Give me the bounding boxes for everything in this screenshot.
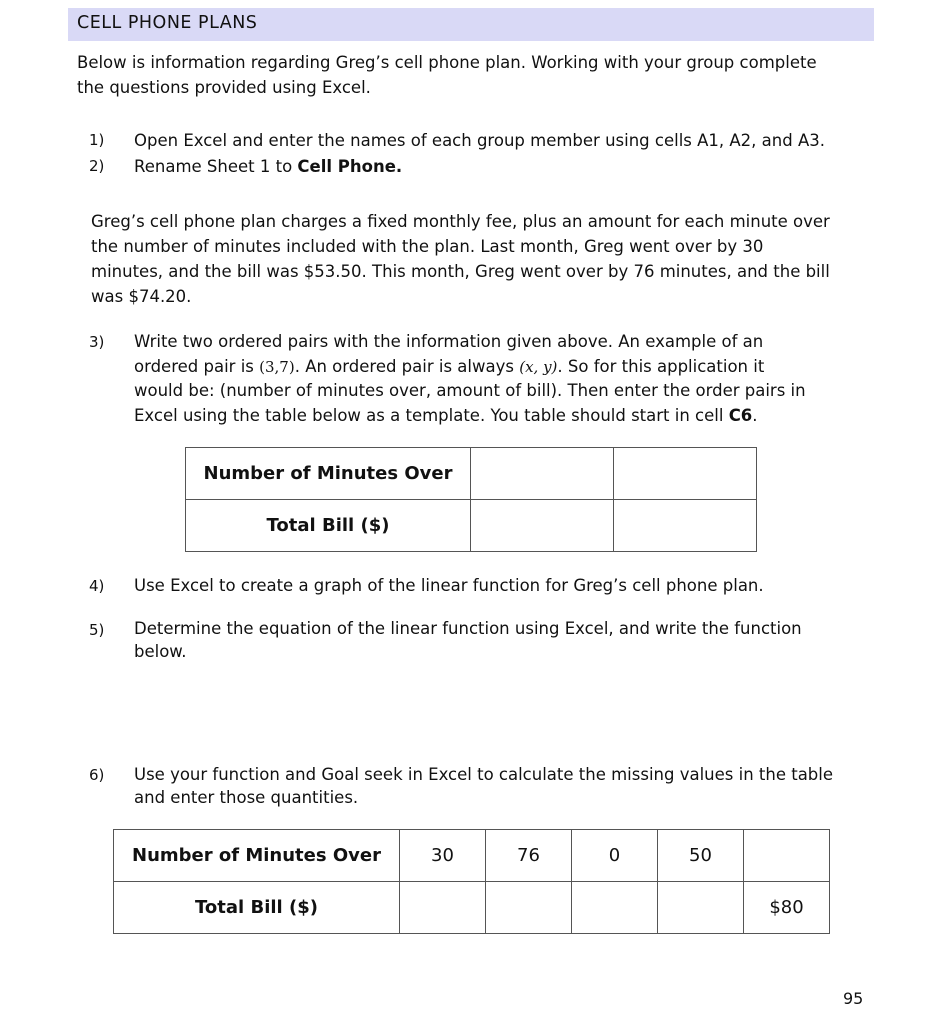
question-1-text: Open Excel and enter the names of each group member using cells A1, A2, and A3. [134, 131, 825, 150]
table-cell [471, 448, 614, 500]
ordered-pairs-table [185, 447, 757, 552]
table-cell [744, 830, 830, 882]
table-cell: 76 [486, 830, 572, 882]
intro-line-1: Below is information regarding Greg’s cell phone plan. Working with your group complete [77, 53, 817, 72]
scenario-line-2: the number of minutes included with the plan. Last month, Greg went over by 30 [91, 237, 764, 256]
q3-line4-part-b: . [752, 405, 758, 425]
question-3-text [134, 330, 806, 428]
question-5-number: 5) [89, 621, 105, 639]
row-header-total-bill: Total Bill ($) [186, 500, 471, 552]
section-title: CELL PHONE PLANS [77, 13, 258, 33]
table-cell [486, 882, 572, 934]
table-row [114, 882, 830, 934]
table-row [186, 500, 757, 552]
question-6-line-2: and enter those quantities. [134, 788, 359, 807]
question-3-line-2 [134, 355, 806, 380]
question-3-line-4 [134, 404, 806, 429]
section-header-bar [68, 8, 874, 41]
intro-paragraph [77, 50, 817, 100]
page-number: 95 [843, 989, 864, 1008]
question-4-text: Use Excel to create a graph of the linear function for Greg’s cell phone plan. [134, 576, 764, 595]
question-2-prefix: Rename Sheet 1 to [134, 157, 298, 176]
table-cell [658, 882, 744, 934]
ordered-pair-general: (x, y) [519, 357, 558, 376]
q3-line2-part-a: ordered pair is [134, 356, 260, 376]
scenario-line-3: minutes, and the bill was $53.50. This month, Greg went over by 76 minutes, and the bill [91, 262, 830, 281]
question-6-line-1: Use your function and Goal seek in Excel to calculate the missing values in the table [134, 765, 834, 784]
scenario-line-1: Greg’s cell phone plan charges a fixed monthly fee, plus an amount for each minute over [91, 212, 830, 231]
table-row [114, 830, 830, 882]
missing-values-table [113, 829, 830, 934]
q3-line2-part-c: . So for this application it [557, 356, 765, 376]
question-3-line-1: Write two ordered pairs with the information given above. An example of an [134, 332, 764, 351]
question-4-number: 4) [89, 577, 105, 595]
table-cell [614, 500, 757, 552]
question-5-line-1: Determine the equation of the linear function using Excel, and write the function [134, 619, 802, 638]
scenario-paragraph [91, 209, 830, 309]
ordered-pair-example: (3,7) [259, 357, 295, 376]
scenario-line-4: was $74.20. [91, 287, 192, 306]
table-cell [614, 448, 757, 500]
question-1-number: 1) [89, 131, 105, 149]
question-5-text [134, 617, 802, 663]
cell-reference: C6 [728, 405, 753, 425]
question-3-line-3: would be: (number of minutes over, amount of bill). Then enter the order pairs in [134, 381, 806, 400]
question-3-number: 3) [89, 333, 105, 351]
question-2-number: 2) [89, 157, 105, 175]
question-2-text [134, 155, 402, 180]
table-cell: 0 [572, 830, 658, 882]
question-2-bold: Cell Phone. [297, 157, 403, 176]
intro-line-2: the questions provided using Excel. [77, 78, 371, 97]
table-cell [471, 500, 614, 552]
table-cell [400, 882, 486, 934]
table-cell: 50 [658, 830, 744, 882]
q3-line4-part-a: Excel using the table below as a template. You table should start in cell [134, 405, 729, 425]
row-header-minutes: Number of Minutes Over [114, 830, 400, 882]
question-6-number: 6) [89, 766, 105, 784]
question-6-text [134, 763, 833, 809]
q3-line2-part-b: . An ordered pair is always [294, 356, 520, 376]
question-5-line-2: below. [134, 642, 187, 661]
row-header-minutes: Number of Minutes Over [186, 448, 471, 500]
table-cell: $80 [744, 882, 830, 934]
table-cell: 30 [400, 830, 486, 882]
row-header-total-bill: Total Bill ($) [114, 882, 400, 934]
table-cell [572, 882, 658, 934]
table-row [186, 448, 757, 500]
